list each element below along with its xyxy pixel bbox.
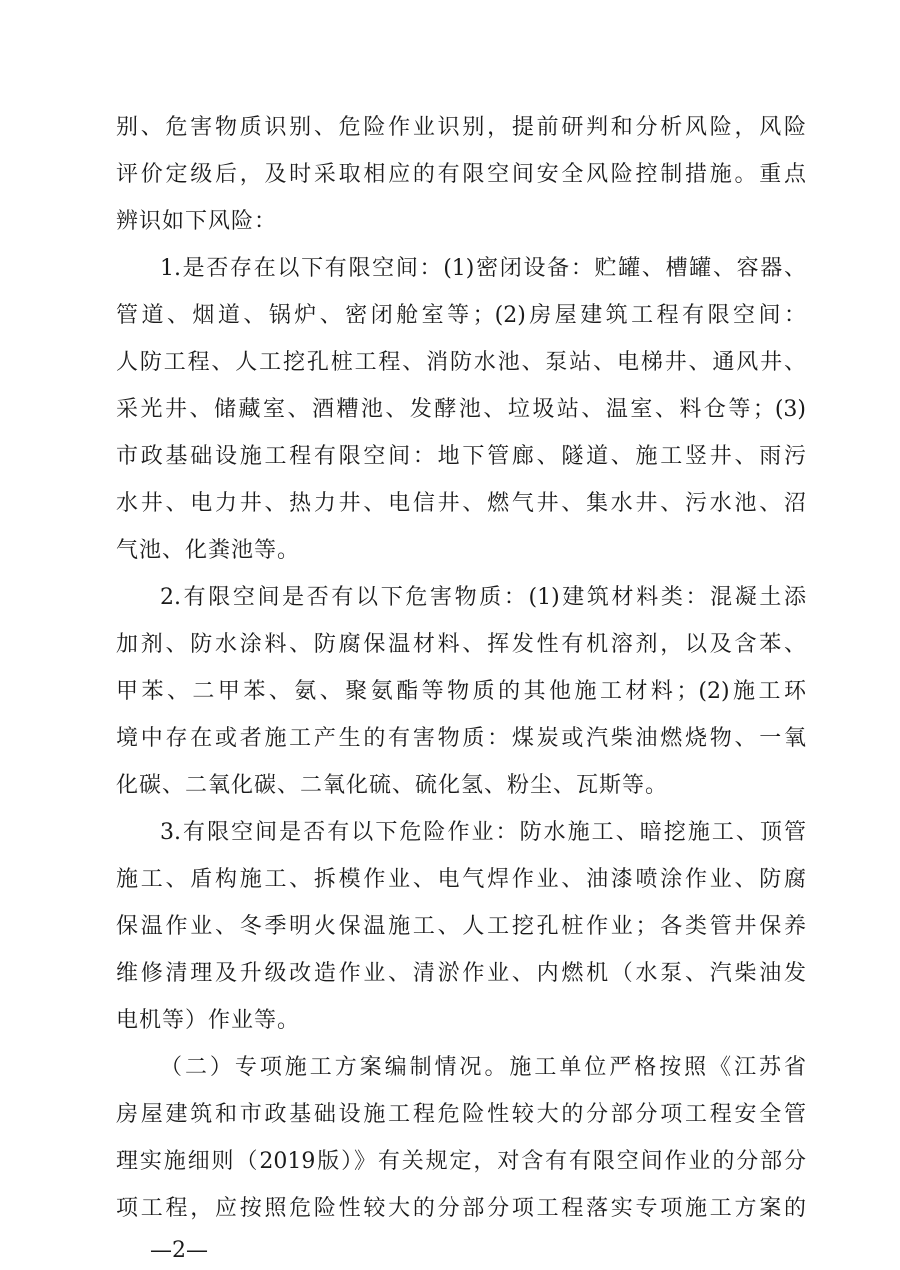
- section-heading-line: （二）专项施工方案编制情况。施工单位严格按照《江苏省: [160, 1055, 806, 1080]
- body-text-line: 理实施细则（2019版）》有关规定，对含有有限空间作业的分部分: [116, 1149, 806, 1174]
- body-text-line: 评价定级后，及时采取相应的有限空间安全风险控制措施。重点: [116, 162, 806, 187]
- body-text-line: 3.有限空间是否有以下危险作业：防水施工、暗挖施工、顶管: [160, 820, 806, 845]
- body-text-line: 施工、盾构施工、拆模作业、电气焊作业、油漆喷涂作业、防腐: [116, 867, 806, 892]
- body-text-line: 化碳、二氧化碳、二氧化硫、硫化氢、粉尘、瓦斯等。: [116, 773, 669, 798]
- body-text-line: 维修清理及升级改造作业、清淤作业、内燃机（水泵、汽柴油发: [116, 961, 806, 986]
- body-text-line: 人防工程、人工挖孔桩工程、消防水池、泵站、电梯井、通风井、: [116, 350, 806, 375]
- body-text-line: 辨识如下风险：: [116, 209, 278, 234]
- body-text-line: 市政基础设施工程有限空间：地下管廊、隧道、施工竖井、雨污: [116, 444, 806, 469]
- body-text-line: 1.是否存在以下有限空间：(1)密闭设备：贮罐、槽罐、容器、: [160, 256, 806, 281]
- body-text-line: 电机等）作业等。: [116, 1008, 301, 1033]
- body-text-line: 境中存在或者施工产生的有害物质：煤炭或汽柴油燃烧物、一氧: [116, 726, 806, 751]
- body-text-line: 管道、烟道、锅炉、密闭舱室等；(2)房屋建筑工程有限空间：: [116, 303, 806, 328]
- page-number: —2—: [150, 1238, 208, 1263]
- body-text-line: 2.有限空间是否有以下危害物质：(1)建筑材料类：混凝土添: [160, 585, 806, 610]
- body-text-line: 加剂、防水涂料、防腐保温材料、挥发性有机溶剂，以及含苯、: [116, 632, 806, 657]
- body-text-line: 房屋建筑和市政基础设施工程危险性较大的分部分项工程安全管: [116, 1102, 806, 1127]
- body-text-line: 采光井、储藏室、酒糟池、发酵池、垃圾站、温室、料仓等；(3): [116, 397, 806, 422]
- body-text-line: 保温作业、冬季明火保温施工、人工挖孔桩作业；各类管井保养: [116, 914, 806, 939]
- body-text-line: 别、危害物质识别、危险作业识别，提前研判和分析风险，风险: [116, 115, 806, 140]
- body-text-line: 项工程，应按照危险性较大的分部分项工程落实专项施工方案的: [116, 1196, 806, 1221]
- body-text-line: 水井、电力井、热力井、电信井、燃气井、集水井、污水池、沼: [116, 491, 806, 516]
- body-text-line: 甲苯、二甲苯、氨、聚氨酯等物质的其他施工材料；(2)施工环: [116, 679, 806, 704]
- body-text-line: 气池、化粪池等。: [116, 538, 301, 563]
